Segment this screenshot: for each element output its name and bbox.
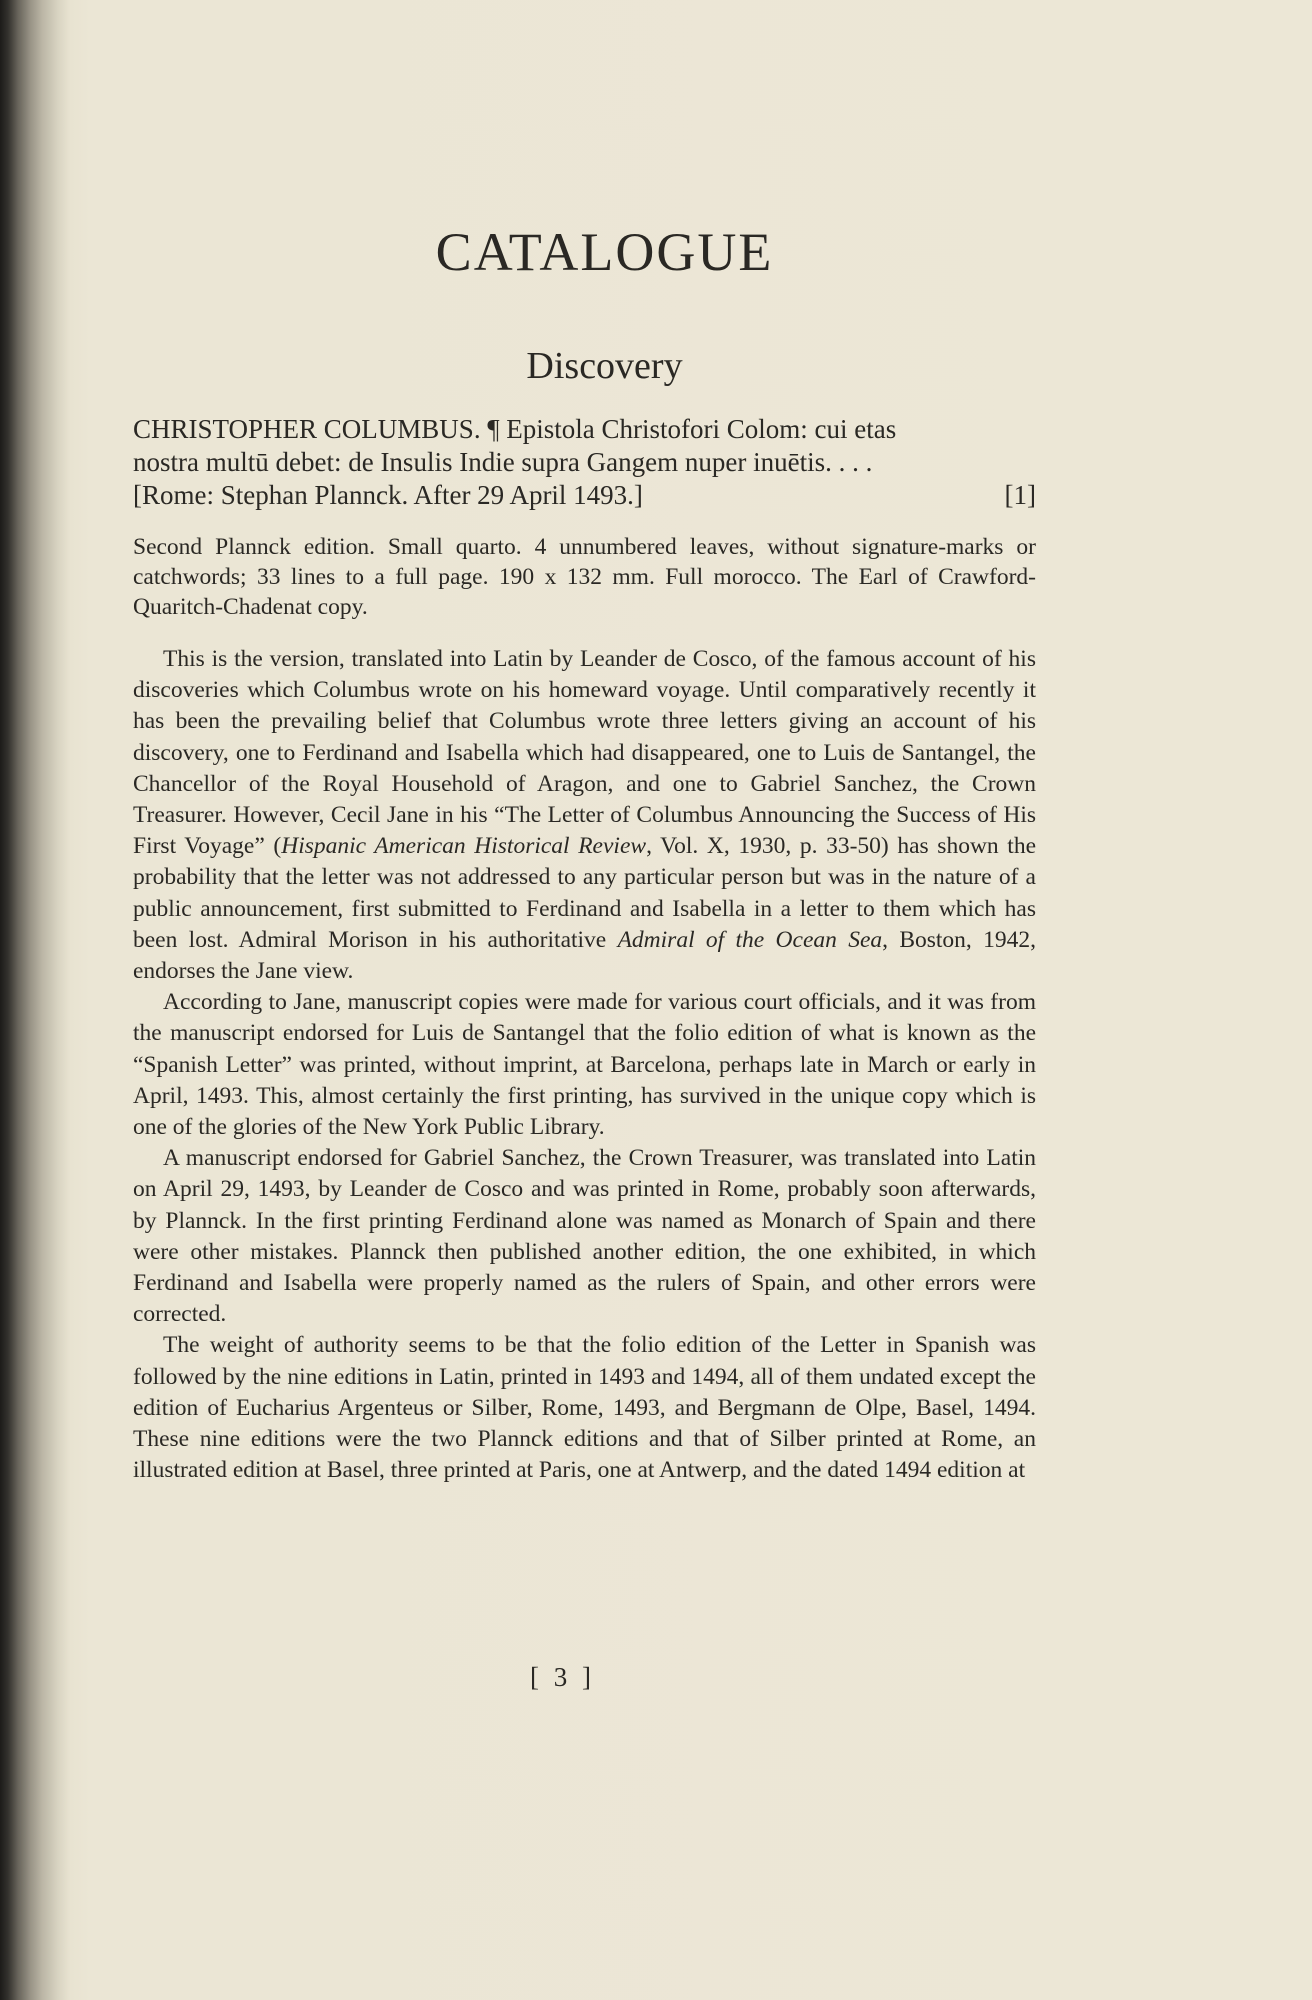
body-paragraph-3: A manuscript endorsed for Gabriel Sanchez, the Crown Treasurer, was translated into Latin on April 29, 1493, by Leander de Cosco and was printed in Rome, probably soon afterwards, by Plannck. In the first printing Ferdinand alone was named as Monarch of Spain and there were other mistakes. Plannck then published another edition, the one exhibited, in which Ferdinand and Isabella were properly named as the rulers of Spain, and other errors were corrected. — [133, 1145, 1036, 1328]
entry-heading-line-3 — [133, 479, 1036, 512]
paragraph-1-italic-title-b: Admiral of the Ocean Sea — [617, 926, 883, 953]
entry-heading — [133, 413, 1036, 512]
body-paragraph-4: The weight of authority seems to be that the folio edition of the Letter in Spanish was followed by the nine editions in Latin, printed in 1493 and 1494, all of them undated except the edition of Eucharius Argenteus or Silber, Rome, 1493, and Bergmann de Olpe, Basel, 1494. These nine editions were the two Plannck editions and that of Silber printed at Rome, an illustrated edition at Basel, three printed at Paris, one at Antwerp, and the dated 1494 edition at — [133, 1332, 1036, 1484]
entry-description: Second Plannck edition. Small quarto. 4 unnumbered leaves, without signature-marks or catchwords; 33 lines to a full page. 190 x 132 mm. Full morocco. The Earl of Crawford-Quaritch-Chadenat copy. — [133, 534, 1036, 620]
paragraph-1-text-c: , Boston, 1942, endorses the Jane view. — [133, 926, 1036, 985]
body-paragraph-1 — [133, 644, 1036, 987]
section-title: Discovery — [526, 345, 683, 387]
page-number: [ 3 ] — [530, 1662, 595, 1692]
entry-heading-line-1: CHRISTOPHER COLUMBUS. ¶ Epistola Christofori Colom: cui etas — [133, 414, 897, 444]
paragraph-1-italic-title-a: Hispanic American Historical Review — [281, 833, 647, 860]
entry-heading-line-2: nostra multū debet: de Insulis Indie supra Gangem nuper inuētis. . . . — [133, 447, 873, 477]
paragraph-1-text-b: , Vol. X, 1930, p. 33-50) has shown the probability that the letter was not addressed to any particular person but was in the nature of a public announcement, first submitted to Ferdinand and Isabella in a letter to them which has been lost. Admiral Morison in his authoritative — [133, 833, 1036, 953]
entry-imprint: [Rome: Stephan Plannck. After 29 April 1493.] — [133, 480, 643, 510]
book-gutter-shadow — [0, 0, 70, 2000]
body-paragraph-2: According to Jane, manuscript copies were made for various court officials, and it was from the manuscript endorsed for Luis de Santangel that the folio edition of what is known as the “Spanish Letter” was printed, without imprint, at Barcelona, perhaps late in March or early in April, 1493. This, almost certainly the first printing, has survived in the unique copy which is one of the glories of the New York Public Library. — [133, 989, 1036, 1141]
paragraph-1-text-a: This is the version, translated into Latin by Leander de Cosco, of the famous account of his discoveries which Columbus wrote on his homeward voyage. Until comparatively recently it has been the prevailing belief that Columbus wrote three letters giving an account of his discovery, one to Ferdinand and Isabella which had disappeared, one to Luis de Santangel, the Chancellor of the Royal Household of Aragon, and one to Gabriel Sanchez, the Crown Treasurer. However, Cecil Jane in his “The Letter of Columbus Announcing the Success of His First Voyage” ( — [133, 646, 1036, 860]
entry-item-number: [1] — [1004, 480, 1036, 510]
page-body — [133, 222, 1036, 1486]
catalogue-title: CATALOGUE — [435, 222, 774, 282]
